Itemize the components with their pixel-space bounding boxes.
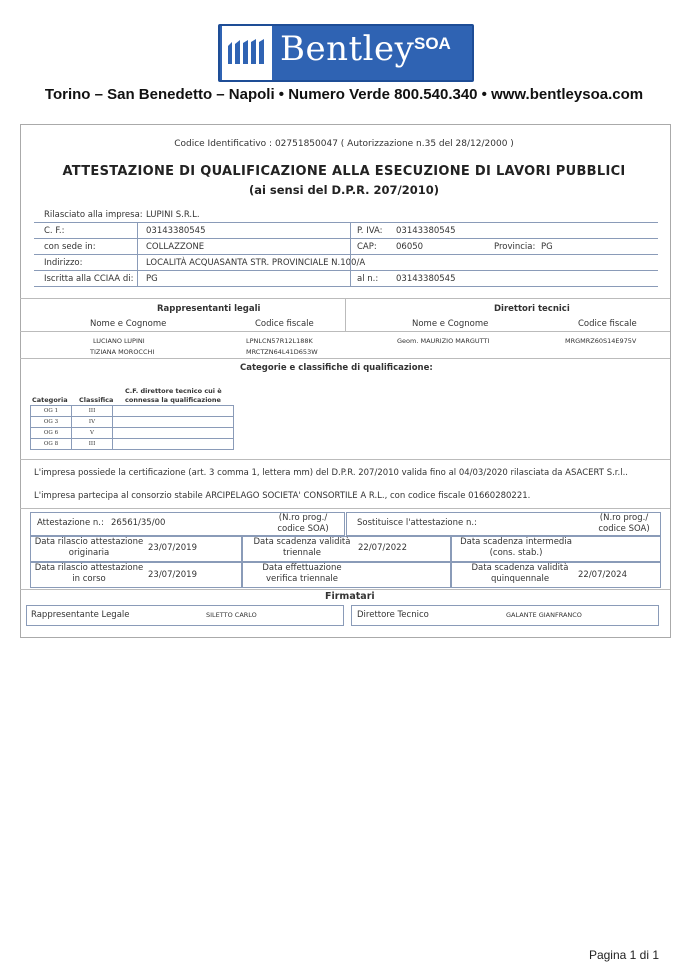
table-row <box>31 406 234 417</box>
cap-label: CAP: <box>357 242 377 252</box>
logo-name: Bentley <box>280 29 415 69</box>
class-cell: V <box>72 428 113 439</box>
cat-col-category: Categoria <box>32 396 68 404</box>
tech-signatory-label: Direttore Tecnico <box>357 610 429 620</box>
cf-value: 03143380545 <box>146 226 206 236</box>
cf-label: C. F.: <box>44 226 65 236</box>
sede-value: COLLAZZONE <box>146 242 205 252</box>
triennial-label: triennale <box>283 548 321 558</box>
director-cf-cell <box>113 428 234 439</box>
attestation-number-label: Attestazione n.: <box>37 518 104 528</box>
tech-col-cf: Codice fiscale <box>578 319 637 329</box>
document-subtitle: (ai sensi del D.P.R. 207/2010) <box>248 183 440 197</box>
identification-code: Codice Identificativo : 02751850047 ( Autorizzazione n.35 del 28/12/2000 ) <box>174 139 514 149</box>
category-cell: OG 6 <box>31 428 72 439</box>
prog-note: (N.ro prog./ <box>278 513 328 523</box>
legal-rep-cf: LPNLCN57R12L188K <box>246 337 313 345</box>
replaces-label: Sostituisce l'attestazione n.: <box>357 518 477 528</box>
piva-value: 03143380545 <box>396 226 456 236</box>
quinq-value: 22/07/2024 <box>578 570 627 580</box>
legal-rep-name: LUCIANO LUPINI <box>93 337 145 345</box>
category-cell: OG 8 <box>31 439 72 450</box>
signatories-title: Firmatari <box>325 591 375 602</box>
issued-label: Rilasciato alla impresa: <box>44 210 143 220</box>
verify-label: Data effettuazione <box>262 563 342 573</box>
category-cell: OG 1 <box>31 406 72 417</box>
quinq-label: Data scadenza validità <box>471 563 569 573</box>
class-cell: IV <box>72 417 113 428</box>
attestation-number-value: 26561/35/00 <box>111 518 166 528</box>
current-date-label: Data rilascio attestazione <box>34 563 144 573</box>
page-number: Pagina 1 di 1 <box>588 948 659 962</box>
cciaa-label: Iscritta alla CCIAA di: <box>44 274 134 284</box>
legal-rep-cf: MRCTZN64L41D653W <box>246 348 318 356</box>
cciaa-number-value: 03143380545 <box>396 274 456 284</box>
intermediate-label: Data scadenza intermedia <box>460 537 572 547</box>
cciaa-value: PG <box>146 274 158 284</box>
province-value: PG <box>541 242 553 252</box>
prog-note: codice SOA) <box>277 524 329 534</box>
class-cell: III <box>72 439 113 450</box>
tech-director-cf: MRGMRZ60S14E975V <box>565 337 637 345</box>
categories-table <box>30 405 234 450</box>
piva-label: P. IVA: <box>357 226 383 236</box>
certification-note: L'impresa possiede la certificazione (art. 3 comma 1, lettera mm) del D.P.R. 207/2010 valida fino al 04/03/2020 rilasciata da ASACERT S.r.l.. <box>34 468 628 478</box>
table-row <box>31 417 234 428</box>
tech-signatory-value: GALANTE GIANFRANCO <box>506 611 582 619</box>
address-label: Indirizzo: <box>44 258 83 268</box>
cat-col-class: Classifica <box>79 396 114 404</box>
verify-label: verifica triennale <box>265 574 339 584</box>
prog-note: codice SOA) <box>598 524 650 534</box>
prog-note: (N.ro prog./ <box>599 513 649 523</box>
current-date-label: in corso <box>72 574 106 584</box>
cat-col-cf-line1: C.F. direttore tecnico cui è <box>125 387 222 395</box>
orig-date-label: Data rilascio attestazione <box>34 537 144 547</box>
quinq-label: quinquennale <box>490 574 550 584</box>
consortium-note: L'impresa partecipa al consorzio stabile ARCIPELAGO SOCIETA' CONSORTILE A R.L., con codice fiscale 01660280221. <box>34 491 531 501</box>
sede-label: con sede in: <box>44 242 96 252</box>
current-date-value: 23/07/2019 <box>148 570 197 580</box>
director-cf-cell <box>113 417 234 428</box>
triennial-value: 22/07/2022 <box>358 543 407 553</box>
legal-col-cf: Codice fiscale <box>255 319 314 329</box>
document-title: ATTESTAZIONE DI QUALIFICAZIONE ALLA ESECUZIONE DI LAVORI PUBBLICI <box>62 164 626 179</box>
tech-col-name: Nome e Cognome <box>412 319 489 329</box>
address-value: LOCALITÀ ACQUASANTA STR. PROVINCIALE N.100/A <box>146 258 366 268</box>
orig-date-value: 23/07/2019 <box>148 543 197 553</box>
table-row <box>31 439 234 450</box>
issued-value: LUPINI S.R.L. <box>146 210 200 220</box>
cap-value: 06050 <box>396 242 424 252</box>
cciaa-number-label: al n.: <box>357 274 379 284</box>
orig-date-label: originaria <box>68 548 110 558</box>
director-cf-cell <box>113 439 234 450</box>
tech-director-name: Geom. MAURIZIO MARGUTTI <box>397 337 490 345</box>
category-cell: OG 3 <box>31 417 72 428</box>
cat-col-cf-line2: connessa la qualificazione <box>125 396 221 404</box>
director-cf-cell <box>113 406 234 417</box>
legal-col-name: Nome e Cognome <box>90 319 167 329</box>
table-row <box>31 428 234 439</box>
company-tagline: Torino – San Benedetto – Napoli • Numero Verde 800.540.340 • www.bentleysoa.com <box>44 86 644 103</box>
legal-rep-name: TIZIANA MOROCCHI <box>90 348 155 356</box>
legal-reps-title: Rappresentanti legali <box>157 304 261 314</box>
class-cell: III <box>72 406 113 417</box>
categories-title: Categorie e classifiche di qualificazione: <box>240 363 433 373</box>
legal-signatory-value: SILETTO CARLO <box>206 611 257 619</box>
logo-pillars-icon <box>222 26 272 80</box>
tech-directors-title: Direttori tecnici <box>494 304 570 314</box>
legal-signatory-label: Rappresentante Legale <box>31 610 130 620</box>
triennial-label: Data scadenza validità <box>253 537 351 547</box>
intermediate-label: (cons. stab.) <box>489 548 543 558</box>
province-label: Provincia: <box>494 242 536 252</box>
logo-suffix: SOA <box>414 34 451 53</box>
